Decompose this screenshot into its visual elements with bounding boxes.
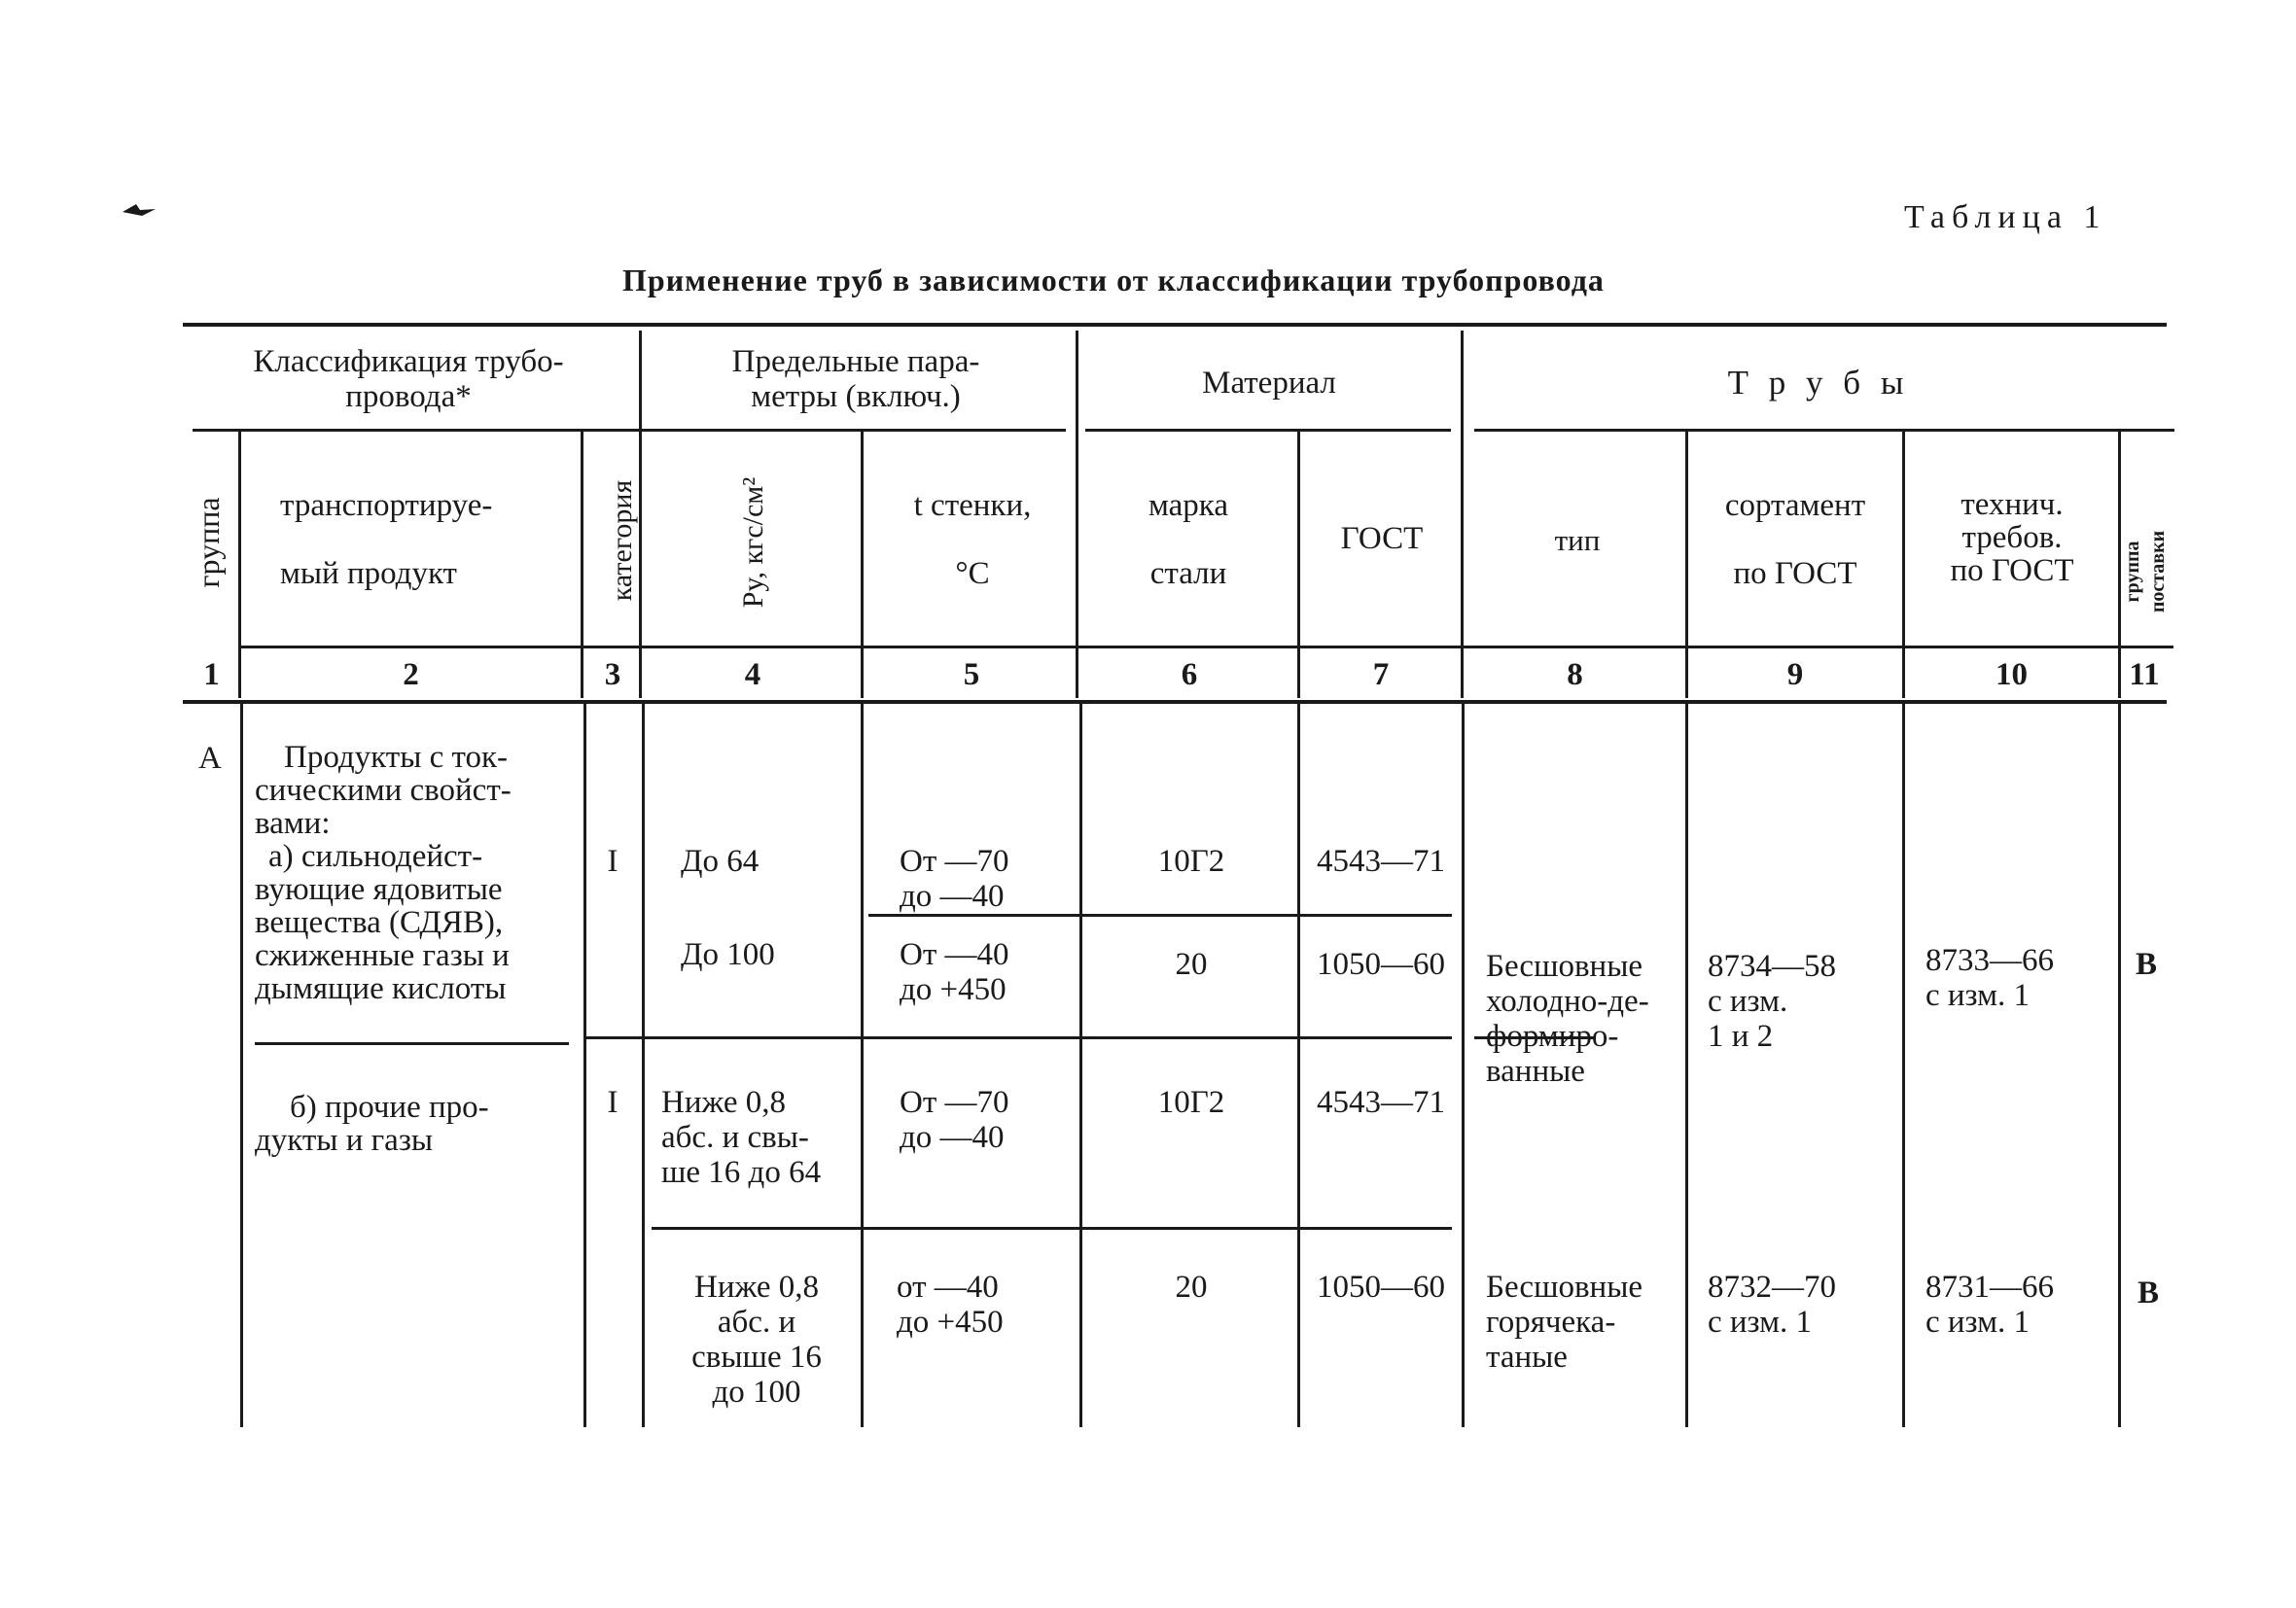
pipe-2-type: Бесшовные горячека- таные [1486, 1270, 1643, 1375]
category-2: I [607, 1085, 618, 1120]
header-assortment: сортамент по ГОСТ [1724, 488, 1866, 591]
row-2-temp: От —40 до +450 [900, 937, 1009, 1007]
numbers-rule [183, 700, 2167, 704]
row-1-steel: 10Г2 [1157, 844, 1225, 879]
header-steel: марка стали [1148, 488, 1228, 591]
row-2-gost: 1050—60 [1317, 947, 1445, 982]
pipe-2-delivery: В [2137, 1276, 2160, 1311]
page-corner-mark [123, 200, 156, 220]
category-1: I [607, 844, 618, 879]
row-rule-2 [583, 1036, 1452, 1039]
header-rule-limits [642, 429, 1066, 432]
header-rule-pipes [1474, 429, 2174, 432]
col-number-4: 4 [744, 657, 761, 692]
col-number-2: 2 [403, 657, 419, 692]
row-3-gost: 4543—71 [1317, 1085, 1445, 1120]
header-delivery: группа поставки [2122, 530, 2169, 613]
header-category: категория [606, 479, 638, 602]
row-2-pressure: До 100 [681, 937, 775, 972]
header-rule-material [1085, 429, 1451, 432]
pipe-1-delivery: В [2136, 947, 2158, 982]
product-split-rule [255, 1042, 569, 1045]
product-intro: Продукты с ток- сическими свойст- вами: а) сильнодейст- вующие ядовитые вещества (СДЯВ), сжиженные газы и дымящие кислоты [255, 740, 512, 1006]
header-rule-classification [193, 429, 640, 432]
header-classification: Классификация трубо- провода* [253, 344, 564, 414]
col-number-10: 10 [1996, 657, 2028, 692]
header-gost: ГОСТ [1340, 521, 1424, 556]
vline-body-tech [2118, 704, 2121, 1427]
vline-header-3 [1461, 331, 1464, 698]
group-a: А [198, 741, 222, 776]
col-number-11: 11 [2129, 657, 2160, 692]
pipe-2-assortment: 8732—70 с изм. 1 [1708, 1270, 1836, 1340]
header-pipes: Т р у б ы [1727, 364, 1910, 402]
row-rule-1 [868, 914, 1452, 917]
row-4-steel: 20 [1175, 1270, 1208, 1305]
pipe-1-tech: 8733—66 с изм. 1 [1925, 943, 2054, 1013]
pipe-1-assortment: 8734—58 с изм. 1 и 2 [1708, 949, 1836, 1054]
row-1-temp: От —70 до —40 [900, 844, 1009, 914]
vline-body-steel [1297, 704, 1300, 1427]
row-3-steel: 10Г2 [1157, 1085, 1225, 1120]
header-limits: Предельные пара- метры (включ.) [731, 344, 980, 414]
col-number-5: 5 [963, 657, 980, 692]
row-3-pressure: Ниже 0,8 абс. и свы- ше 16 до 64 [661, 1085, 822, 1190]
col-number-6: 6 [1181, 657, 1198, 692]
row-4-pressure: Ниже 0,8 абс. и свыше 16 до 100 [691, 1270, 822, 1410]
header-tech: технич. требов. по ГОСТ [1950, 487, 2074, 588]
product-b: б) прочие про- дукты и газы [255, 1090, 489, 1158]
vline-body-assortment [1902, 704, 1905, 1427]
vline-body-group [240, 704, 243, 1427]
vline-group [238, 432, 241, 698]
header-material: Материал [1202, 366, 1336, 401]
col-number-8: 8 [1567, 657, 1583, 692]
vline-body-gost [1462, 704, 1465, 1427]
row-1-gost: 4543—71 [1317, 844, 1445, 879]
col-number-9: 9 [1786, 657, 1804, 692]
header-product: транспортируе- мый продукт [280, 488, 493, 591]
subheader-rule [238, 646, 2173, 648]
table-title: Применение труб в зависимости от классификации трубопровода [622, 262, 1605, 297]
col-number-3: 3 [604, 657, 621, 692]
pipe-1-type: Бесшовные холодно-де- формиро- ванные [1486, 949, 1649, 1089]
header-wall-temp: t стенки, °C [913, 488, 1032, 591]
vline-body-temp [1079, 704, 1082, 1427]
top-rule [183, 323, 2167, 327]
row-4-gost: 1050—60 [1317, 1270, 1445, 1305]
col-number-1: 1 [203, 657, 220, 692]
row-3-temp: От —70 до —40 [900, 1085, 1009, 1155]
table-label: Таблица 1 [1904, 199, 2107, 235]
row-rule-3 [652, 1227, 1452, 1230]
row-2-steel: 20 [1175, 947, 1208, 982]
pipe-2-tech: 8731—66 с изм. 1 [1925, 1270, 2054, 1340]
row-4-temp: от —40 до +450 [897, 1270, 1004, 1340]
col-number-7: 7 [1372, 657, 1390, 692]
row-1-pressure: До 64 [681, 844, 759, 879]
vline-body-type [1685, 704, 1688, 1427]
header-group: группа [191, 497, 226, 588]
vline-body-category [642, 704, 645, 1427]
header-pressure: Py, кгс/см² [737, 476, 769, 609]
header-type: тип [1554, 523, 1601, 557]
vline-body-product [583, 704, 586, 1427]
